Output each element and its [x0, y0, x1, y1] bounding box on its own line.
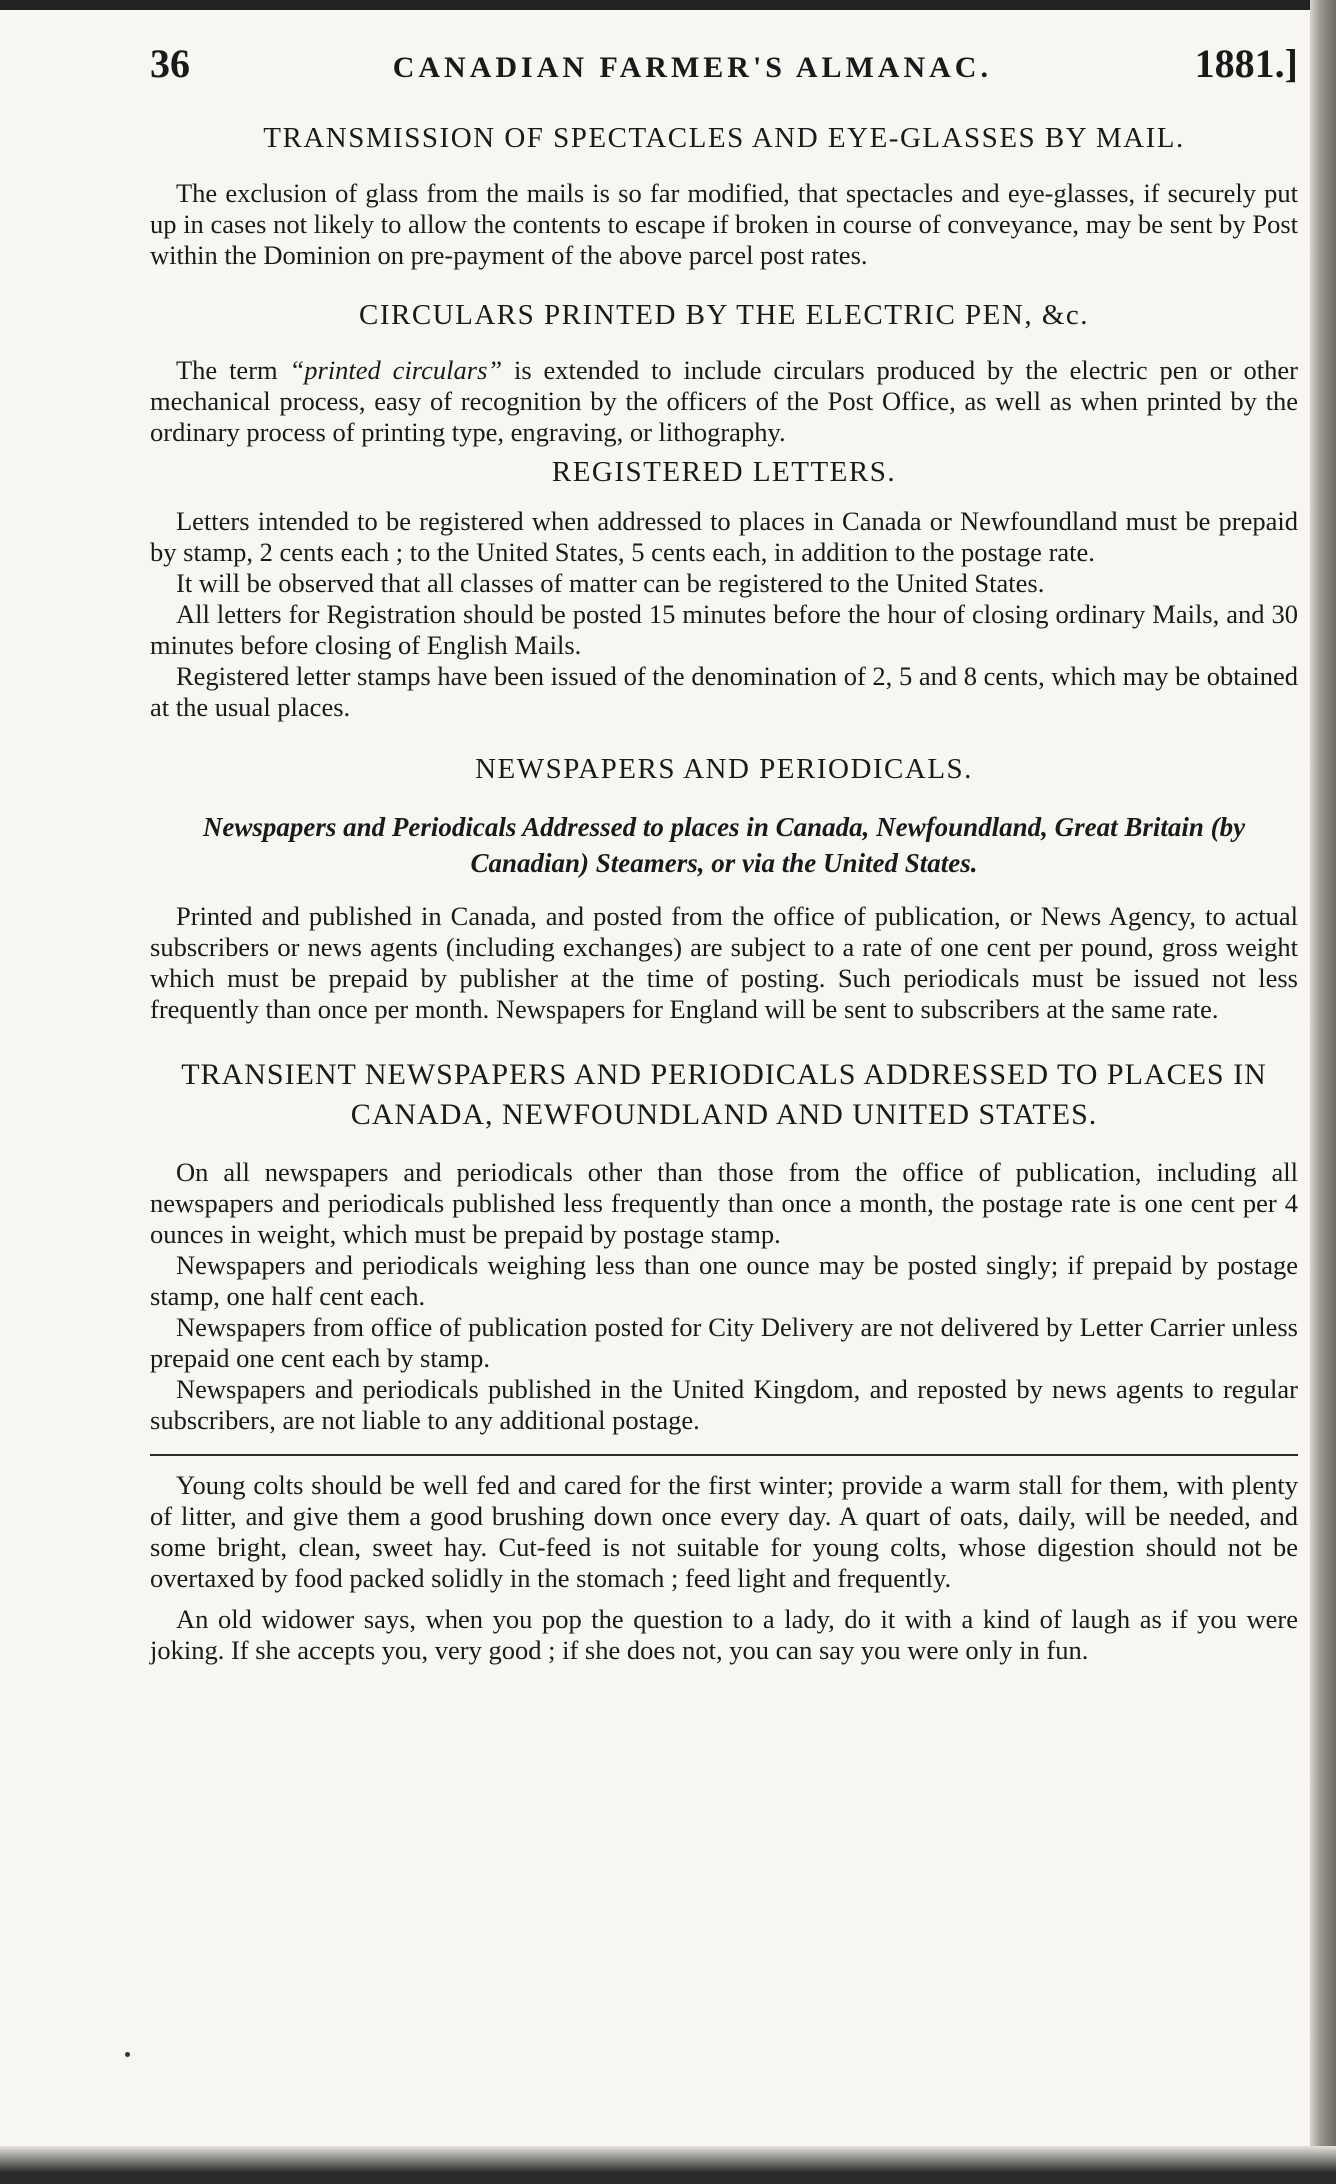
scan-top-edge: [0, 0, 1336, 10]
section-subheading: Newspapers and Periodicals Addressed to places in Canada, Newfoundland, Great Britain (by Canadian) Steamers, or via the United States.: [202, 812, 1246, 878]
section-heading-transient: TRANSIENT NEWSPAPERS AND PERIODICALS ADDRESSED TO PLACES IN CANADA, NEWFOUNDLAND AND UNITED STATES.: [181, 1058, 1267, 1131]
paragraph-text: The term: [176, 355, 290, 385]
paragraph: [150, 355, 1298, 448]
page-number: 36: [150, 41, 190, 86]
running-head: [150, 40, 1298, 100]
paragraph: Newspapers and periodicals published in the United Kingdom, and reposted by news agents to regular subscribers, are not liable to any additional postage.: [150, 1374, 1298, 1435]
paragraph: Printed and published in Canada, and posted from the office of publication, or News Agency, to actual subscribers or news agents (including exchanges) are subject to a rate of one cent per pound, gross weight which must be prepaid by publisher at the time of posting. Such periodicals must be issued not less frequently than once per month. Newspapers for England will be sent to subscribers at the same rate.: [150, 901, 1298, 1024]
divider-rule: [150, 1454, 1298, 1456]
ink-speck: [125, 2052, 130, 2057]
running-title: CANADIAN FARMER'S ALMANAC.: [392, 51, 992, 84]
paragraph: Newspapers from office of publication posted for City Delivery are not delivered by Letter Carrier unless prepaid one cent each by stamp.: [150, 1312, 1298, 1373]
scan-bottom-edge: [0, 2146, 1336, 2184]
paragraph: It will be observed that all classes of matter can be registered to the United States.: [176, 568, 1045, 598]
section-heading-circulars: CIRCULARS PRINTED BY THE ELECTRIC PEN, &c.: [358, 299, 1089, 331]
section-heading-spectacles: TRANSMISSION OF SPECTACLES AND EYE-GLASSES BY MAIL.: [263, 122, 1185, 154]
paragraph-text: is extended to include circulars produced by the electric pen or other mechanical process, easy of recognition by the officers of the Post Office, as well as when printed by the ordinary process of printing type, engraving, or lithography.: [150, 355, 1298, 447]
book-spine-edge: [1310, 0, 1336, 2184]
paragraph: The exclusion of glass from the mails is so far modified, that spectacles and eye-glasses, if securely put up in cases not likely to allow the contents to escape if broken in course of conveyance, may be sent by Post within the Dominion on pre-payment of the above parcel post rates.: [150, 178, 1298, 270]
paragraph: Registered letter stamps have been issued of the denomination of 2, 5 and 8 cents, which may be obtained at the usual places.: [150, 661, 1298, 722]
year-label: 1881.]: [1194, 41, 1298, 86]
page-content: [150, 40, 1298, 1666]
italic-term: “printed circulars”: [289, 355, 503, 385]
paragraph: On all newspapers and periodicals other than those from the office of publication, including all newspapers and periodicals published less frequently than once a month, the postage rate is one cent per 4 ounces in weight, which must be prepaid by postage stamp.: [150, 1157, 1298, 1249]
section-heading-registered: REGISTERED LETTERS.: [551, 456, 897, 488]
paragraph: Young colts should be well fed and cared for the first winter; provide a warm stall for them, with plenty of litter, and give them a good brushing down once every day. A quart of oats, daily, will be needed, and some bright, clean, sweet hay. Cut-feed is not suitable for young colts, whose digestion should not be overtaxed by food packed solidly in the stomach ; feed light and frequently.: [150, 1470, 1298, 1593]
paragraph: An old widower says, when you pop the question to a lady, do it with a kind of laugh as if you were joking. If she accepts you, very good ; if she does not, you can say you were only in fun.: [150, 1604, 1298, 1665]
paragraph: Letters intended to be registered when addressed to places in Canada or Newfoundland must be prepaid by stamp, 2 cents each ; to the United States, 5 cents each, in addition to the postage rate.: [150, 506, 1298, 567]
section-heading-newspapers: NEWSPAPERS AND PERIODICALS.: [475, 753, 973, 785]
paragraph: All letters for Registration should be posted 15 minutes before the hour of closing ordinary Mails, and 30 minutes before closing of English Mails.: [150, 599, 1298, 660]
paragraph: Newspapers and periodicals weighing less than one ounce may be posted singly; if prepaid by postage stamp, one half cent each.: [150, 1250, 1298, 1311]
